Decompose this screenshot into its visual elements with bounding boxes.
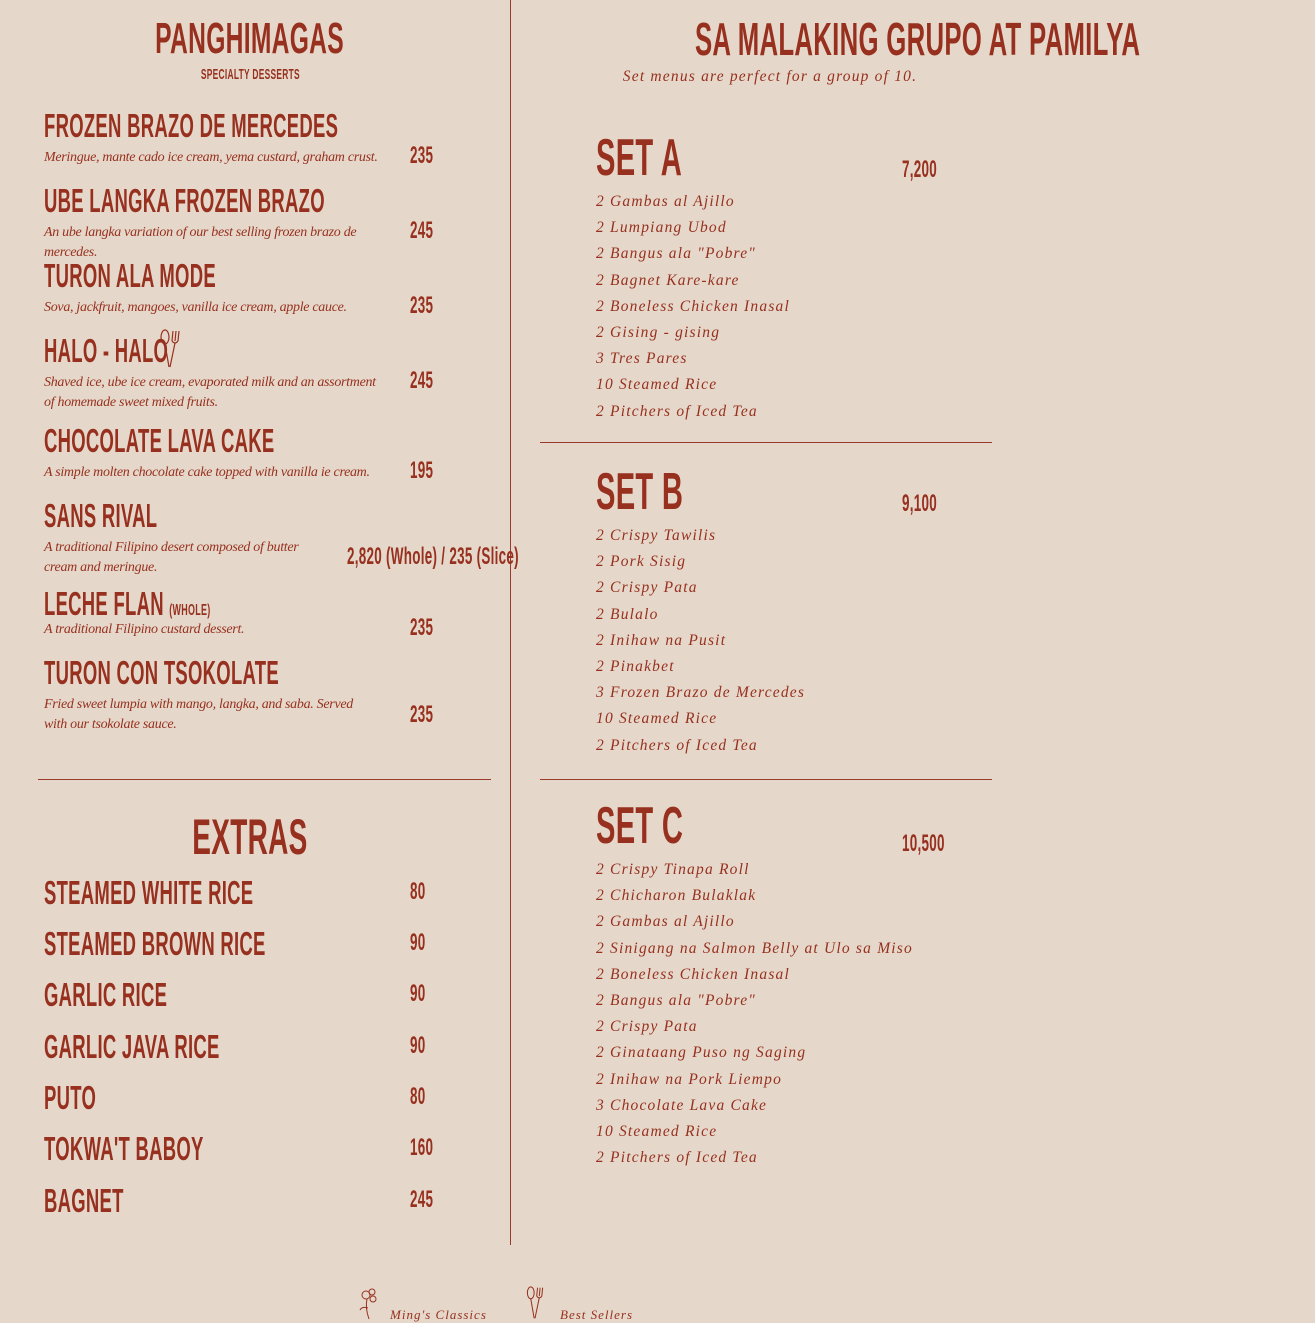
extras-name: STEAMED WHITE RICE (44, 874, 254, 911)
set-item: 2 Crispy Pata (596, 579, 698, 597)
set-item: 3 Tres Pares (596, 350, 688, 368)
extras-price: 90 (410, 929, 426, 956)
extras-item (44, 1182, 444, 1222)
extras-item (44, 1130, 444, 1170)
legend-classics-label: Ming's Classics (390, 1306, 487, 1322)
set-price: 10,500 (902, 830, 945, 857)
set-title: SET A (596, 129, 683, 187)
set-item: 2 Gising - gising (596, 323, 721, 341)
dessert-name: TURON ALA MODE (44, 257, 216, 294)
set-price: 9,100 (902, 490, 938, 517)
set-title: SET B (596, 463, 684, 521)
dessert-item (44, 333, 504, 415)
set-item: 3 Chocolate Lava Cake (596, 1096, 768, 1114)
desserts-subtitle-wrap (0, 66, 500, 84)
dessert-price: 235 (410, 614, 434, 641)
set-item: 2 Boneless Chicken Inasal (596, 965, 791, 983)
set-c (596, 797, 956, 1180)
extras-name: TOKWA'T BABOY (44, 1130, 204, 1167)
extras-price: 80 (410, 878, 426, 905)
extras-price: 245 (410, 1186, 434, 1213)
dessert-name: HALO - HALO (44, 332, 169, 369)
set-item: 2 Gambas al Ajillo (596, 193, 735, 210)
extras-name: STEAMED BROWN RICE (44, 925, 266, 962)
set-item: 3 Frozen Brazo de Mercedes (596, 684, 806, 702)
set-b (596, 463, 956, 766)
vertical-divider (510, 0, 511, 1245)
set-item: 2 Pitchers of Iced Tea (596, 402, 758, 420)
dessert-item (44, 655, 504, 739)
extras-price: 80 (410, 1083, 426, 1110)
extras-item (44, 874, 444, 914)
group-title-wrap (520, 12, 1141, 66)
dessert-name: TURON CON TSOKOLATE (44, 654, 279, 691)
extras-title-wrap (0, 808, 500, 865)
set-item: 2 Bagnet Kare-kare (596, 271, 740, 289)
set-item: 2 Pork Sisig (596, 553, 687, 571)
set-item: 2 Crispy Tawilis (596, 527, 717, 544)
extras-price: 90 (410, 980, 426, 1007)
dessert-tag: (WHOLE) (169, 602, 211, 619)
spoon-fork-icon (156, 329, 184, 374)
set-a-divider (540, 442, 992, 443)
group-title: SA MALAKING GRUPO AT PAMILYA (694, 13, 1141, 65)
set-price: 7,200 (902, 156, 938, 183)
dessert-name: FROZEN BRAZO DE MERCEDES (44, 107, 339, 144)
dessert-item (44, 497, 519, 582)
set-a (596, 129, 956, 432)
set-item: 2 Sinigang na Salmon Belly at Ulo sa Miso (596, 939, 913, 957)
group-subtitle: Set menus are perfect for a group of 10. (622, 68, 918, 85)
set-item: 10 Steamed Rice (596, 710, 718, 728)
extras-price: 160 (410, 1134, 434, 1161)
dessert-name-text: LECHE FLAN (44, 585, 164, 622)
extras-item (44, 1028, 444, 1068)
extras-price: 90 (410, 1032, 426, 1059)
set-item: 2 Bangus ala "Pobre" (596, 991, 757, 1009)
set-item: 2 Gambas al Ajillo (596, 913, 735, 931)
spoon-fork-icon (520, 1286, 550, 1320)
dessert-price: 235 (410, 292, 434, 319)
extras-name: BAGNET (44, 1182, 124, 1219)
set-item: 2 Chicharon Bulaklak (596, 887, 757, 905)
extras-name: PUTO (44, 1079, 97, 1116)
extras-item (44, 1079, 444, 1119)
dessert-description: Shaved ice, ube ice cream, evaporated milk and an assortment of homemade sweet mixed fruits. (44, 375, 376, 410)
dessert-price: 245 (410, 217, 434, 244)
set-title: SET C (596, 797, 684, 855)
desserts-subtitle: SPECIALTY DESSERTS (200, 66, 300, 83)
extras-item (44, 976, 444, 1016)
legend-bestsellers-label: Best Sellers (560, 1306, 634, 1322)
dessert-description: Fried sweet lumpia with mango, langka, and saba. Served with our tsokolate sauce. (44, 697, 353, 732)
set-item: 2 Crispy Pata (596, 1018, 698, 1036)
set-item: 2 Pitchers of Iced Tea (596, 736, 758, 754)
legend-bestsellers (520, 1285, 633, 1320)
set-item: 2 Pitchers of Iced Tea (596, 1149, 758, 1167)
dessert-description: Sova, jackfruit, mangoes, vanilla ice cream, apple cauce. (44, 300, 347, 315)
dessert-name: CHOCOLATE LAVA CAKE (44, 422, 275, 459)
set-item: 10 Steamed Rice (596, 376, 718, 394)
dessert-description: A traditional Filipino custard dessert. (44, 622, 245, 637)
set-item: 2 Bangus ala "Pobre" (596, 245, 757, 263)
dessert-name: UBE LANGKA FROZEN BRAZO (44, 182, 325, 219)
set-b-list (596, 523, 805, 759)
dessert-description: Meringue, mante cado ice cream, yema custard, graham crust. (44, 150, 378, 165)
set-item: 2 Inihaw na Pork Liempo (596, 1070, 783, 1088)
extras-name: GARLIC RICE (44, 976, 168, 1013)
dessert-item (44, 423, 504, 503)
dessert-description: An ube langka variation of our best selling frozen brazo de mercedes. (44, 225, 357, 260)
dessert-name: SANS RIVAL (44, 497, 158, 534)
desserts-title: PANGHIMAGAS (155, 14, 345, 63)
dessert-price: 195 (410, 457, 434, 484)
dessert-price: 2,820 (Whole) / 235 (Slice) (347, 543, 519, 570)
set-b-divider (540, 779, 992, 780)
extras-item (44, 925, 444, 965)
set-item: 2 Pinakbet (596, 657, 675, 675)
legend-classics (356, 1285, 487, 1320)
set-c-list (596, 857, 913, 1171)
desserts-title-wrap (0, 14, 500, 64)
set-item: 2 Boneless Chicken Inasal (596, 297, 791, 315)
dessert-item (44, 183, 504, 263)
dessert-item (44, 258, 504, 338)
set-item: 2 Bulalo (596, 605, 659, 623)
extras-title: EXTRAS (192, 809, 308, 865)
set-item: 2 Ginataang Puso ng Saging (596, 1044, 807, 1062)
dessert-price: 235 (410, 142, 434, 169)
dessert-price: 245 (410, 367, 434, 394)
dessert-item (44, 586, 504, 642)
flower-icon (356, 1286, 382, 1320)
dessert-description: A traditional Filipino desert composed of butter cream and meringue. (44, 540, 299, 575)
dessert-price: 235 (410, 701, 434, 728)
set-item: 10 Steamed Rice (596, 1122, 718, 1140)
dessert-item (44, 108, 504, 188)
set-item: 2 Lumpiang Ubod (596, 219, 727, 237)
set-item: 2 Crispy Tinapa Roll (596, 861, 750, 878)
set-a-list (596, 189, 790, 425)
left-section-divider (38, 779, 491, 780)
dessert-description: A simple molten chocolate cake topped with vanilla ie cream. (44, 465, 370, 480)
set-item: 2 Inihaw na Pusit (596, 631, 727, 649)
extras-name: GARLIC JAVA RICE (44, 1028, 220, 1065)
